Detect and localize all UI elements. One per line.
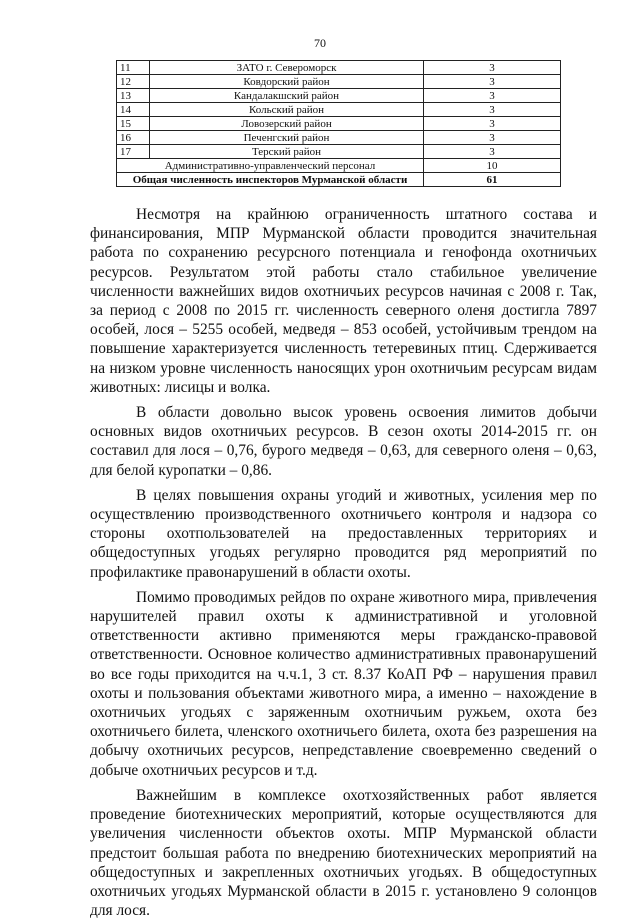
admin-staff-label: Административно-управленческий персонал bbox=[117, 159, 424, 173]
paragraph: Помимо проводимых рейдов по охране животного мира, привлечения нарушителей правил охоты к административной и уголовной ответственности активно применяются меры гражданско-правовой ответственности. Основное количество административных правонарушений во все годы приходится на ч.ч.1, 3 ст. 8.37 КоАП РФ – нарушения правил охоты и пользования объектами животного мира, а именно – нахождение в охотничьих угодьях с заряженным охотничьим ружьем, охота без охотничьего билета, членского охотничьего билета, охота без разрешения на добычу охотничьих ресурсов, непредставление своевременно сведений о добыче охотничьих ресурсов и т.д. bbox=[90, 588, 597, 779]
district-name: Кандалакшский район bbox=[150, 89, 424, 103]
admin-staff-count: 10 bbox=[424, 159, 561, 173]
district-name: Кольский район bbox=[150, 103, 424, 117]
inspector-count: 3 bbox=[424, 61, 561, 75]
paragraph: В области довольно высок уровень освоения лимитов добычи основных видов охотничьих ресурсов. В сезон охоты 2014-2015 гг. он составил для лося – 0,76, бурого медведя – 0,63, для северного оленя – 0,63, для белой куропатки – 0,86. bbox=[90, 404, 597, 479]
table-row bbox=[117, 117, 561, 131]
row-number: 12 bbox=[117, 75, 150, 89]
row-number: 16 bbox=[117, 131, 150, 145]
inspector-count: 3 bbox=[424, 103, 561, 117]
table-row bbox=[117, 61, 561, 75]
district-name: Терский район bbox=[150, 145, 424, 159]
inspectors-table bbox=[116, 60, 561, 187]
row-number: 15 bbox=[117, 117, 150, 131]
paragraph: В целях повышения охраны угодий и животных, усиления мер по осуществлению производственного охотничьего контроля и надзора со стороны охотпользователей на предоставленных территориях и общедоступных угодьях регулярно проводится ряд мероприятий по профилактике правонарушений в области охоты. bbox=[90, 486, 597, 581]
table-row bbox=[117, 75, 561, 89]
district-name: Ловозерский район bbox=[150, 117, 424, 131]
total-label: Общая численность инспекторов Мурманской области bbox=[117, 173, 424, 187]
inspector-count: 3 bbox=[424, 117, 561, 131]
inspector-count: 3 bbox=[424, 89, 561, 103]
row-number: 14 bbox=[117, 103, 150, 117]
page-number: 70 bbox=[314, 36, 326, 50]
inspector-count: 3 bbox=[424, 145, 561, 159]
row-number: 17 bbox=[117, 145, 150, 159]
inspector-count: 3 bbox=[424, 131, 561, 145]
table-row bbox=[117, 89, 561, 103]
body-text bbox=[90, 205, 597, 920]
admin-row bbox=[117, 159, 561, 173]
table-row bbox=[117, 103, 561, 117]
table-row bbox=[117, 145, 561, 159]
paragraph: Важнейшим в комплексе охотхозяйственных работ является проведение биотехнических мероприятий, которые осуществляются для увеличения численности объектов охоты. МПР Мурманской области предстоит большая работа по внедрению биотехнических мероприятий на общедоступных и закрепленных охотничьих угодьях. В общедоступных охотничьих угодьях Мурманской области в 2015 г. установлено 9 солонцов для лося. bbox=[90, 786, 597, 920]
district-name: Ковдорский район bbox=[150, 75, 424, 89]
total-count: 61 bbox=[424, 173, 561, 187]
district-name: Печенгский район bbox=[150, 131, 424, 145]
total-row bbox=[117, 173, 561, 187]
district-name: ЗАТО г. Североморск bbox=[150, 61, 424, 75]
table-row bbox=[117, 131, 561, 145]
row-number: 11 bbox=[117, 61, 150, 75]
row-number: 13 bbox=[117, 89, 150, 103]
paragraph: Несмотря на крайнюю ограниченность штатного состава и финансирования, МПР Мурманской области проводится значительная работа по сохранению ресурсного потенциала и генофонда охотничьих ресурсов. Результатом этой работы стало стабильное увеличение численности важнейших видов охотничьих ресурсов начиная с 2008 г. Так, за период с 2008 по 2015 гг. численность северного оленя достигла 7897 особей, лося – 5255 особей, медведя – 853 особей, устойчивым трендом на повышение характеризуется численность тетеревиных птиц. Сдерживается на низком уровне численность наносящих урон охотничьим ресурсам видам животных: лисицы и волка. bbox=[90, 206, 597, 396]
inspector-count: 3 bbox=[424, 75, 561, 89]
